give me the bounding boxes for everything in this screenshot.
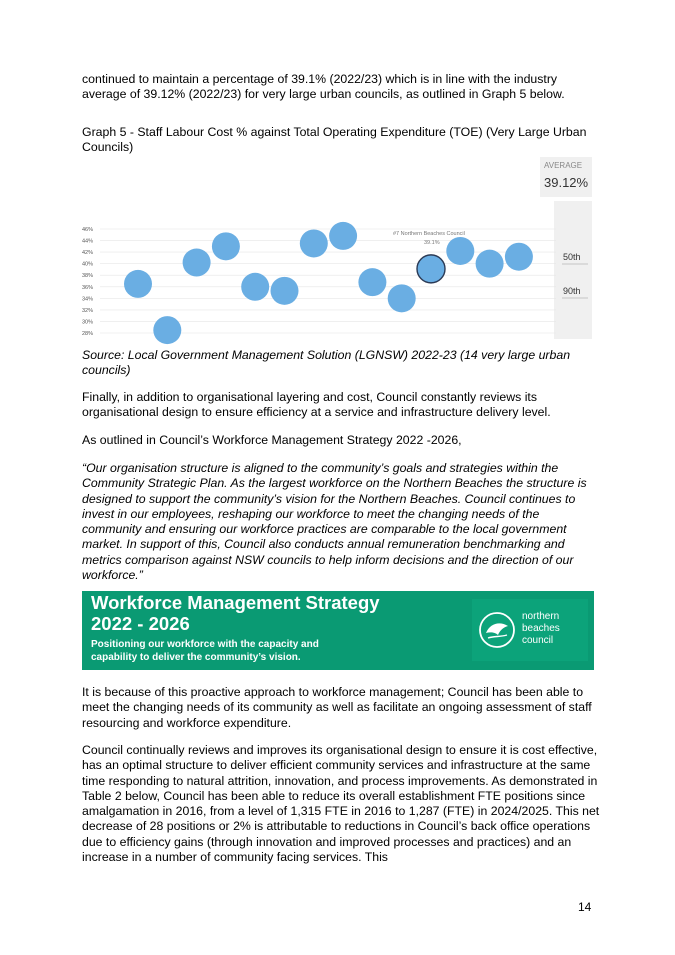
percentile-50th-label: 50th (563, 252, 581, 262)
y-tick-label: 36% (82, 284, 94, 291)
data-point (446, 237, 474, 265)
council-logo (472, 599, 588, 661)
y-tick-label: 38% (82, 273, 94, 280)
paragraph-proactive-approach: It is because of this proactive approach to workforce management; Council has been able to meet the changing needs of its community as well as facilitate an ongoing assessment of staff resourcing and workforce expenditure. (82, 685, 592, 730)
average-label: AVERAGE (544, 161, 583, 170)
page-number: 14 (578, 900, 592, 914)
data-point (212, 232, 240, 260)
source-note: Source: Local Government Management Solution (LGNSW) 2022-23 (14 very large urban councils) (82, 348, 571, 378)
paragraph-continual-review: Council continually reviews and improves its organisational design to ensure it is cost effective, has an optimal structure to deliver efficient community services and infrastructure at the same time responding to natural attrition, innovation, and process improvements. As demonstrated in Table 2 below, Council has been able to reduce its overall establishment FTE positions since amalgamation in 2016, from a level of 1,315 FTE in 2016 to 1,287 (FTE) in 2024/2025. This net decrease of 28 positions or 2% is attributable to reductions in Council’s back office operations due to efficiency gains (through innovation and improved processes and practices) and an increase in a number of community facing services. This (82, 743, 600, 865)
scatter-chart (80, 157, 592, 345)
percentile-panel (554, 201, 592, 339)
y-tick-label: 34% (82, 296, 94, 303)
council-logo-text: northern beaches council (522, 611, 560, 646)
data-point (300, 229, 328, 257)
banner-title: Workforce Management Strategy 2022 - 2026 (91, 592, 380, 634)
data-point (329, 222, 357, 250)
data-point (476, 250, 504, 278)
y-tick-label: 30% (82, 319, 94, 326)
data-point (124, 270, 152, 298)
data-point (183, 249, 211, 277)
data-point (153, 316, 181, 344)
paragraph-organisational-design: Finally, in addition to organisational layering and cost, Council constantly reviews its organisational design to ensure efficiency at a service and infrastructure delivery level. (82, 390, 551, 420)
data-point (358, 268, 386, 296)
paragraph-strategy-intro: As outlined in Council’s Workforce Management Strategy 2022 -2026, (82, 433, 462, 447)
data-point (505, 243, 533, 271)
data-point (388, 284, 416, 312)
data-point (271, 277, 299, 305)
council-emblem-icon (478, 611, 516, 649)
y-tick-label: 32% (82, 307, 94, 314)
y-tick-label: 44% (82, 238, 94, 245)
graph-caption: Graph 5 - Staff Labour Cost % against Total Operating Expenditure (TOE) (Very Large Urban Councils) (82, 125, 587, 155)
data-point (241, 273, 269, 301)
y-tick-label: 40% (82, 261, 94, 268)
strategy-quote: “Our organisation structure is aligned to the community’s goals and strategies within the Community Strategic Plan. As the largest workforce on the Northern Beaches the structure is designed to support the community’s vision for the Northern Beaches. Council continues to invest in our employees, reshaping our workforce to meet the changing needs of the community and ensuring our workforce practices are comparable to the local government market. In support of this, Council also conducts annual remuneration benchmarking and metrics comparison against NSW councils to help inform decisions and the direction of our workforce.” (82, 461, 587, 583)
highlight-value-label: 39.1% (424, 239, 440, 246)
y-tick-label: 28% (82, 331, 94, 337)
highlight-data-point (417, 255, 445, 283)
percentile-90th-label: 90th (563, 286, 581, 296)
y-tick-label: 42% (82, 250, 94, 257)
banner-subtitle: Positioning our workforce with the capacity and capability to deliver the community’s vision. (91, 639, 319, 663)
strategy-banner (82, 591, 594, 670)
average-value: 39.12% (544, 175, 589, 190)
intro-paragraph: continued to maintain a percentage of 39.1% (2022/23) which is in line with the industry average of 39.12% (2022/23) for very large urban councils, as outlined in Graph 5 below. (82, 72, 565, 102)
highlight-label: #7 Northern Beaches Council (393, 230, 465, 237)
y-tick-label: 46% (82, 227, 94, 233)
